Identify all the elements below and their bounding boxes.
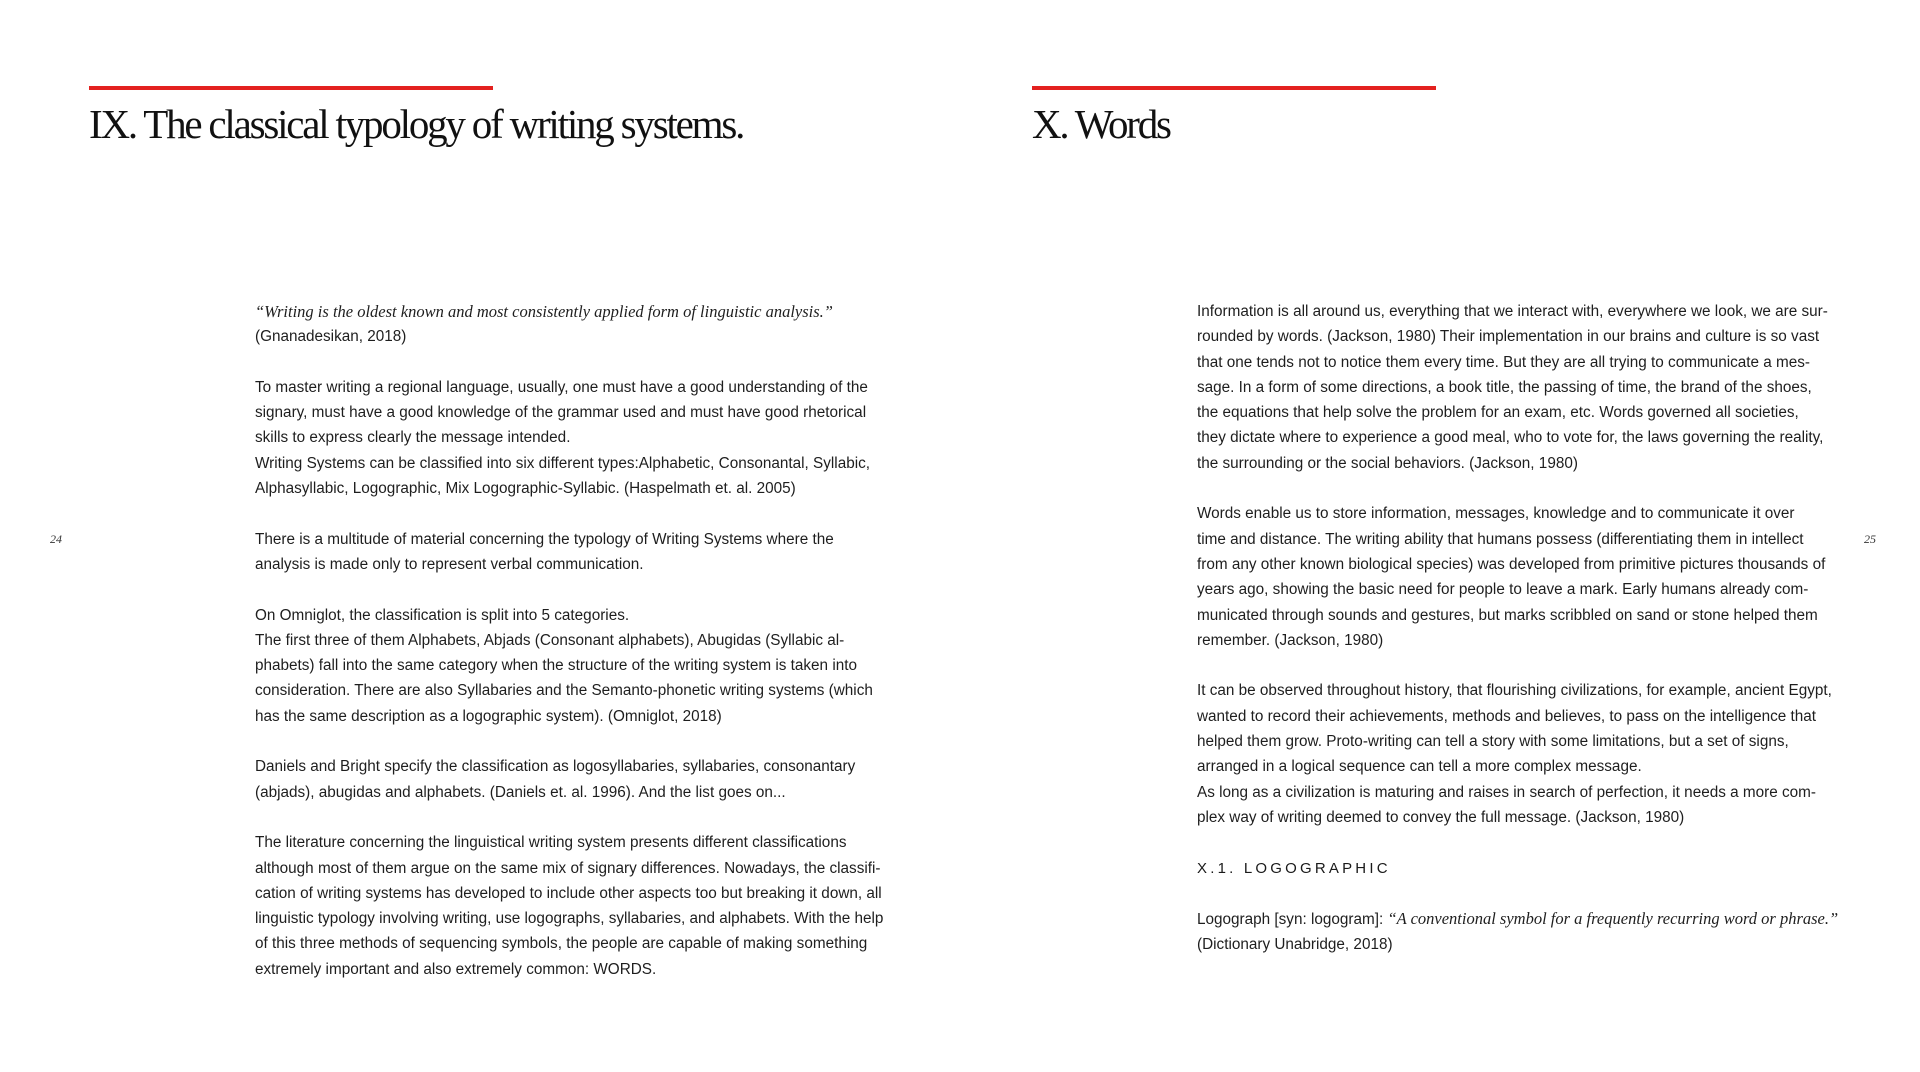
text-line: time and distance. The writing ability that humans possess (differentiating them in intellect <box>1197 530 1804 548</box>
text-line: To master writing a regional language, usually, one must have a good understanding of the <box>255 378 868 396</box>
right-paragraph-1 <box>1197 299 1857 476</box>
text-line: sage. In a form of some directions, a book title, the passing of time, the brand of the shoes, <box>1197 378 1812 396</box>
text-line: arranged in a logical sequence can tell a more complex message. <box>1197 758 1642 776</box>
right-body-text <box>1197 299 1857 983</box>
text-line: On Omniglot, the classification is split into 5 categories. <box>255 606 630 624</box>
left-paragraph-5 <box>255 628 905 729</box>
left-paragraph-4 <box>255 603 905 628</box>
text-line: that one tends not to notice them every time. But they are all trying to communicate a mes- <box>1197 353 1811 371</box>
text-line: skills to express clearly the message intended. <box>255 429 571 447</box>
left-title-rule <box>89 86 493 90</box>
left-paragraph-2 <box>255 451 905 502</box>
left-quote-paragraph <box>255 299 905 350</box>
definition-line <box>1197 906 1857 932</box>
left-paragraph-6 <box>255 754 905 805</box>
definition-term: Logograph [syn: logogram]: <box>1197 911 1388 929</box>
text-line: they dictate where to experience a good meal, who to vote for, the laws governing the reality, <box>1197 429 1824 447</box>
text-line: municated through sounds and gestures, but marks scribbled on sand or stone helped them <box>1197 606 1818 624</box>
text-line: (abjads), abugidas and alphabets. (Daniels et. al. 1996). And the list goes on... <box>255 783 786 801</box>
text-line: extremely important and also extremely common: WORDS. <box>255 960 657 978</box>
left-page-number: 24 <box>50 532 62 546</box>
right-paragraph-2 <box>1197 501 1857 653</box>
left-paragraph-3 <box>255 527 905 578</box>
right-definition <box>1197 906 1857 958</box>
text-line: Alphasyllabic, Logographic, Mix Logographic-Syllabic. (Haspelmath et. al. 2005) <box>255 480 796 498</box>
right-title-rule <box>1032 86 1436 90</box>
right-paragraph-3 <box>1197 678 1857 779</box>
right-page-number: 25 <box>1864 532 1876 546</box>
text-line: cation of writing systems has developed to include other aspects too but breaking it down, all <box>255 884 882 902</box>
text-line: phabets) fall into the same category when the structure of the writing system is taken into <box>255 657 857 675</box>
left-chapter-title: IX. The classical typology of writing systems. <box>89 101 744 147</box>
text-line: Daniels and Bright specify the classification as logosyllabaries, syllabaries, consonantary <box>255 758 856 776</box>
right-chapter-title: X. Words <box>1032 101 1170 147</box>
left-quote-citation: (Gnanadesikan, 2018) <box>255 328 407 346</box>
left-paragraph-1 <box>255 375 905 451</box>
text-line: wanted to record their achievements, methods and believes, to pass on the intelligence that <box>1197 707 1817 725</box>
text-line: years ago, showing the basic need for people to leave a mark. Early humans already com- <box>1197 581 1809 599</box>
left-body-text <box>255 299 905 1007</box>
text-line: of this three methods of sequencing symbols, the people are capable of making something <box>255 935 868 953</box>
text-line: As long as a civilization is maturing and raises in search of perfection, it needs a more com- <box>1197 783 1816 801</box>
text-line: Writing Systems can be classified into six different types:Alphabetic, Consonantal, Syllabic, <box>255 454 871 472</box>
left-paragraph-7 <box>255 830 905 982</box>
text-line: linguistic typology involving writing, use logographs, syllabaries, and alphabets. With the help <box>255 910 884 928</box>
section-heading-logographic: X.1. LOGOGRAPHIC <box>1197 859 1391 877</box>
right-page <box>960 0 1920 1072</box>
definition-quote: “A conventional symbol for a frequently recurring word or phrase.” <box>1387 909 1839 929</box>
text-line: consideration. There are also Syllabaries and the Semanto-phonetic writing systems (which <box>255 682 873 700</box>
left-quote: “Writing is the oldest known and most consistently applied form of linguistic analysis.” <box>255 302 833 321</box>
text-line: rounded by words. (Jackson, 1980) Their implementation in our brains and culture is so vast <box>1197 328 1820 346</box>
text-line: helped them grow. Proto-writing can tell a story with some limitations, but a set of signs, <box>1197 733 1789 751</box>
text-line: It can be observed throughout history, that flourishing civilizations, for example, ancient Egypt, <box>1197 682 1832 700</box>
text-line: The first three of them Alphabets, Abjads (Consonant alphabets), Abugidas (Syllabic al- <box>255 631 845 649</box>
text-line: signary, must have a good knowledge of the grammar used and must have good rhetorical <box>255 404 867 422</box>
text-line: Information is all around us, everything that we interact with, everywhere we look, we are sur- <box>1197 303 1828 320</box>
text-line: the equations that help solve the problem for an exam, etc. Words governed all societies, <box>1197 404 1799 422</box>
text-line: although most of them argue on the same mix of signary differences. Nowadays, the classifi- <box>255 859 881 877</box>
text-line: remember. (Jackson, 1980) <box>1197 631 1384 649</box>
text-line: The literature concerning the linguistical writing system presents different classifications <box>255 834 847 852</box>
text-line: analysis is made only to represent verbal communication. <box>255 555 644 573</box>
text-line: from any other known biological species) was developed from primitive pictures thousands of <box>1197 555 1826 573</box>
text-line: the surrounding or the social behaviors. (Jackson, 1980) <box>1197 454 1578 472</box>
right-paragraph-4 <box>1197 780 1857 831</box>
text-line: There is a multitude of material concerning the typology of Writing Systems where the <box>255 530 834 548</box>
text-line: has the same description as a logographic system). (Omniglot, 2018) <box>255 707 722 725</box>
text-line: plex way of writing deemed to convey the full message. (Jackson, 1980) <box>1197 808 1685 826</box>
text-line: Words enable us to store information, messages, knowledge and to communicate it over <box>1197 505 1795 523</box>
definition-citation: (Dictionary Unabridge, 2018) <box>1197 936 1393 954</box>
